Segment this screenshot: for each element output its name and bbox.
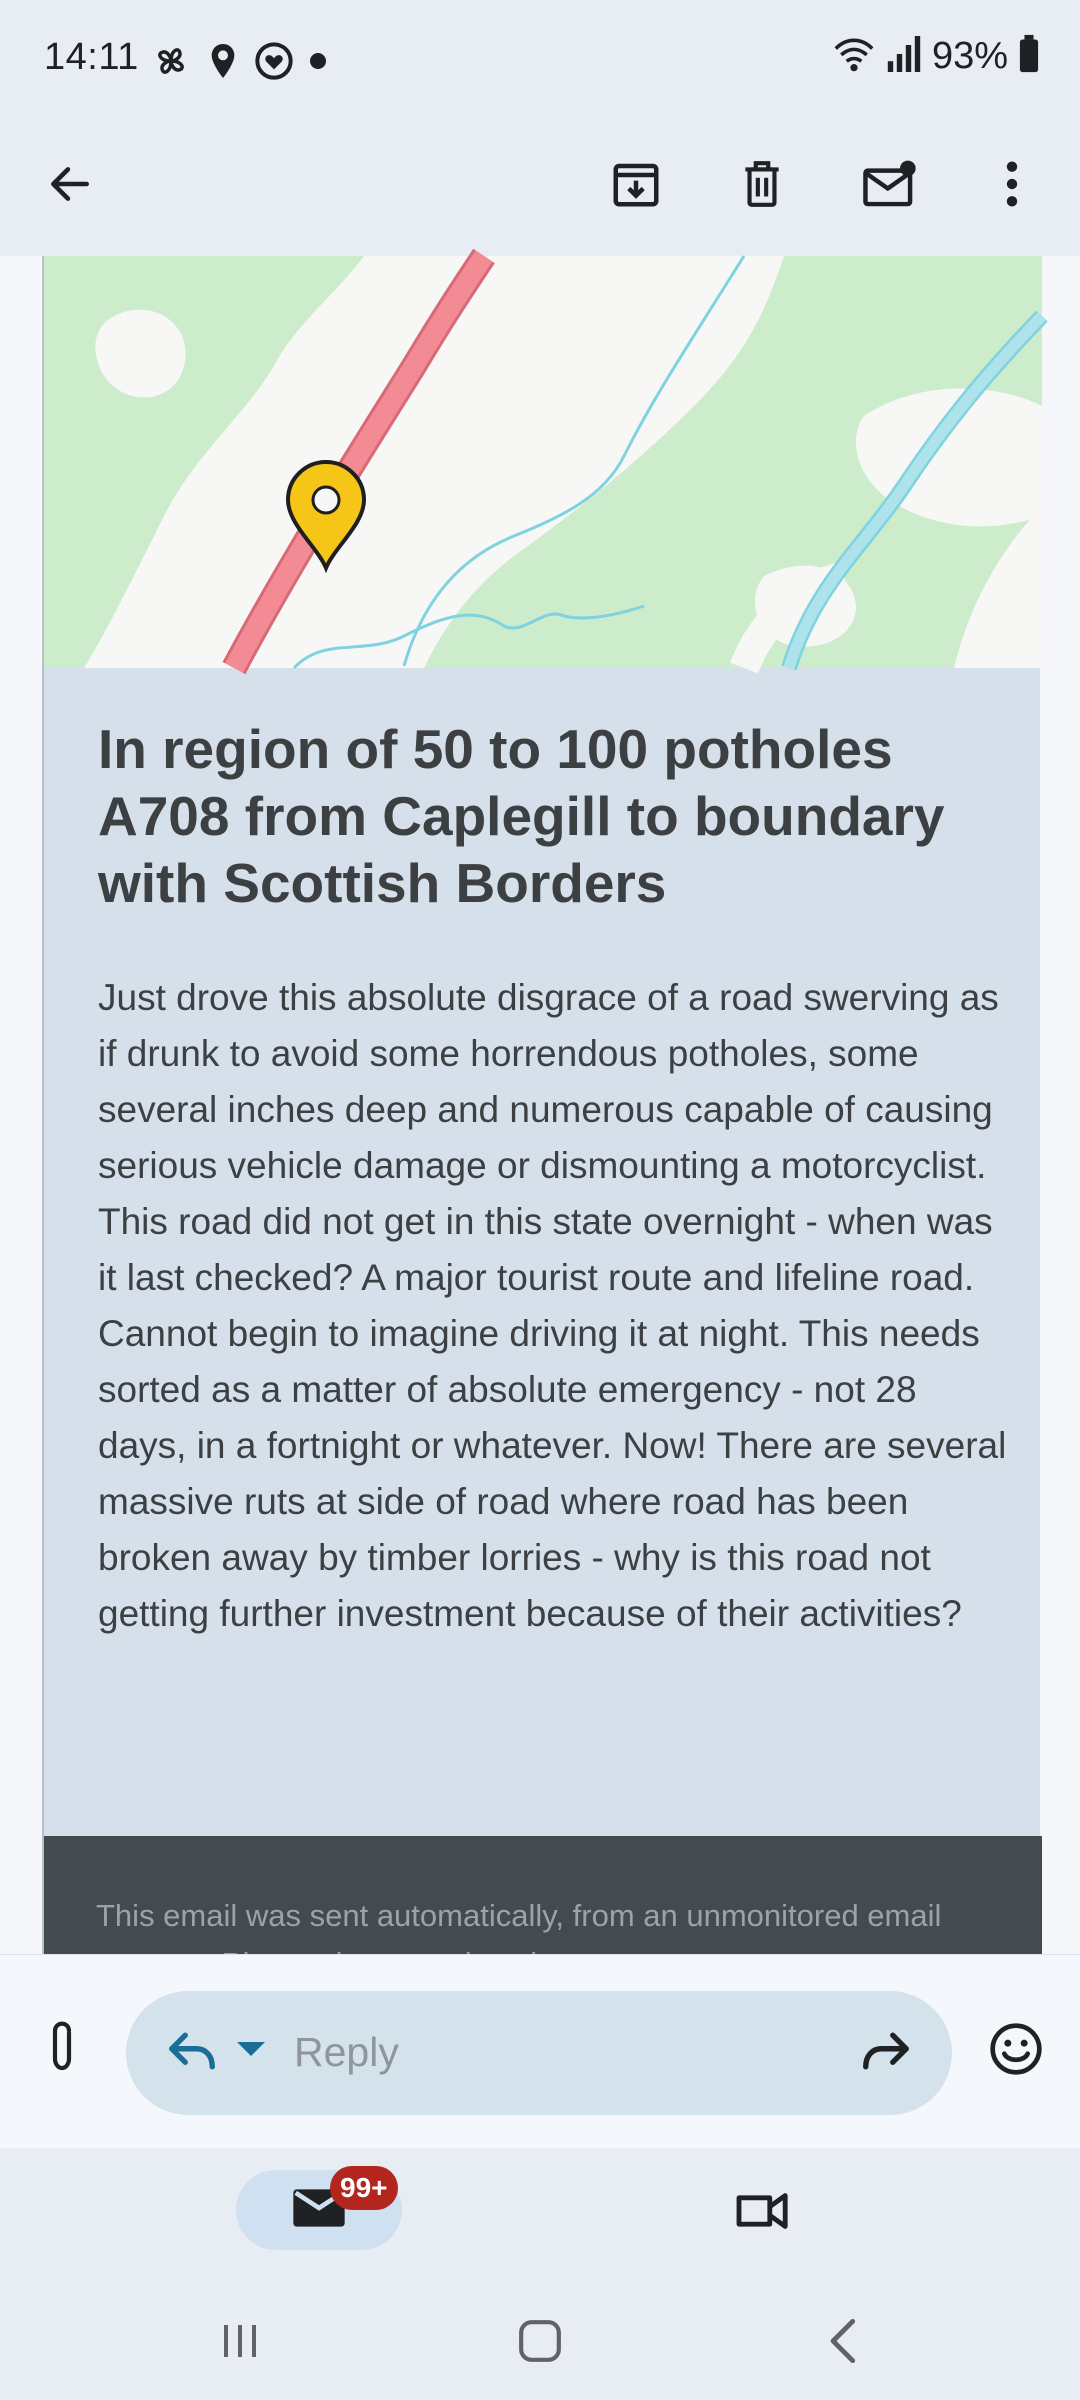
reply-button[interactable] (160, 2021, 224, 2085)
chevron-left-icon (824, 2317, 864, 2370)
reply-bar (0, 1954, 1080, 2148)
caret-down-icon (237, 2041, 265, 2064)
pinwheel-icon (150, 40, 192, 87)
battery-percent: 93% (931, 35, 1008, 77)
archive-icon (609, 157, 663, 216)
mark-unread-button[interactable] (846, 142, 934, 230)
recents-icon (218, 2319, 262, 2368)
reply-icon (165, 2028, 219, 2079)
email-content[interactable] (0, 256, 1080, 1954)
system-back-button[interactable] (804, 2308, 884, 2378)
status-left-icons (150, 40, 328, 87)
recent-apps-button[interactable] (200, 2308, 280, 2378)
video-camera-icon (732, 2189, 790, 2238)
home-button[interactable] (500, 2308, 580, 2378)
attach-button[interactable] (30, 2017, 94, 2081)
wifi-icon (832, 34, 876, 79)
battery-icon (1018, 34, 1040, 79)
email-headline: In region of 50 to 100 potholes A708 from Caplegill to boundary with Scottish Borders (98, 718, 945, 914)
map-graphic (44, 256, 1042, 668)
bottom-navigation (0, 2148, 1080, 2278)
emoji-button[interactable] (982, 2017, 1050, 2085)
email-footer-text: This email was sent automatically, from an unmonitored email (96, 1898, 942, 1933)
location-map[interactable] (44, 256, 1042, 668)
reply-options-dropdown[interactable] (234, 2035, 268, 2069)
back-arrow-icon (45, 159, 95, 214)
status-bar (0, 0, 1080, 120)
email-body: Just drove this absolute disgrace of a road swerving as if drunk to avoid some horrendous potholes, some several inches deep and numerous capable of causing serious vehicle damage or dismounting a motorcyclist. This road did not get in this state overnight - when was it last checked? A major tourist route and lifeline road. Cannot begin to imagine driving it at night. This needs sorted as a matter of absolute emergency - not 28 days, in a fortnight or whatever. Now! There are several massive ruts at side of road where road has been broken away by timber lorries - why is this road not getting further investment because of their activities? (98, 977, 1007, 1634)
unread-badge: 99+ (330, 2166, 398, 2210)
reply-placeholder: Reply (294, 2029, 399, 2075)
location-icon (206, 40, 240, 87)
paperclip-icon (44, 2019, 80, 2080)
email-card (42, 256, 1040, 1954)
mark-unread-icon (861, 158, 919, 215)
forward-button[interactable] (854, 2021, 918, 2085)
status-right (832, 34, 1040, 79)
delete-button[interactable] (718, 142, 806, 230)
forward-icon (859, 2028, 913, 2079)
email-toolbar (0, 120, 1080, 256)
nav-meet-tab[interactable] (726, 2178, 796, 2248)
more-options-button[interactable] (968, 142, 1056, 230)
home-icon (517, 2318, 563, 2369)
delete-icon (737, 157, 787, 216)
system-navigation (0, 2278, 1080, 2400)
more-vert-icon (1002, 158, 1022, 215)
archive-button[interactable] (592, 142, 680, 230)
dot-icon (308, 41, 328, 86)
heart-ring-icon (254, 41, 294, 86)
smiley-icon (988, 2021, 1044, 2082)
status-time: 14:11 (44, 36, 139, 78)
back-button[interactable] (26, 142, 114, 230)
reply-field[interactable] (126, 1991, 952, 2115)
signal-icon (886, 34, 922, 79)
